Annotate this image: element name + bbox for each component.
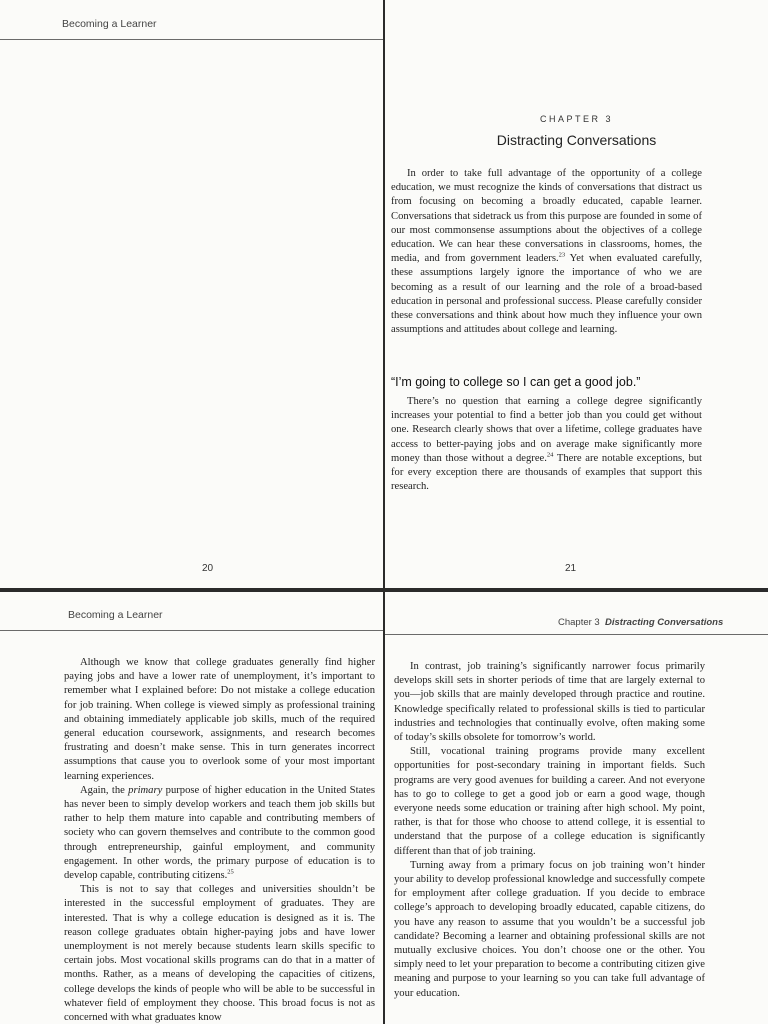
intro-paragraph-cont: Yet when evaluated carefully, these assumptions largely ignore the importance of who we are becoming as a result of our learning and the role of a broad-based education in personal and professional success. Please carefully consider these conversations and think about how much they influence your own assumptions and attitudes about college and learning. [391, 253, 702, 336]
body-text [64, 656, 375, 1024]
running-head: Becoming a Learner [62, 18, 157, 30]
page-21 [385, 0, 768, 588]
page-22 [0, 592, 383, 1024]
page-number: 20 [202, 563, 214, 574]
paragraph-text: purpose of higher education in the United States has never been to simply develop workers and teach them job skills but rather to help them mature into capable and contributing members of society who can govern themselves and contribute to the common good through entrepreneurship, gainful employment, and community engagement. In other words, the primary purpose of education is to develop capable, contributing citizens. [64, 784, 375, 882]
section-paragraph-text: There’s no question that earning a college degree significantly increases your potential to find a better job than you could get without one. Research clearly shows that over a lifetime, college graduates have access to better-paying jobs and on average make significantly more money than those without a degree. [391, 396, 702, 464]
running-head [558, 617, 723, 628]
page-23 [385, 592, 768, 1024]
section-heading: “I’m going to college so I can get a good job.” [391, 375, 641, 389]
header-rule [0, 630, 383, 631]
running-head-chapter: Chapter 3 [558, 617, 600, 628]
intro-paragraph [391, 167, 702, 337]
header-rule [385, 634, 768, 635]
chapter-label: CHAPTER 3 [539, 114, 613, 124]
chapter-title: Distracting Conversations [496, 132, 657, 148]
running-head-title: Distracting Conversations [605, 617, 724, 628]
footnote-ref: 23 [558, 251, 566, 259]
page-20 [0, 0, 383, 588]
running-head: Becoming a Learner [68, 609, 163, 621]
section-paragraph-cont: There are notable exceptions, but for every exception there are thousands of examples that support this research. [391, 452, 703, 493]
paragraph: Although we know that college graduates generally find higher paying jobs and have a lower rate of unemployment, it’s important to remember what I explained before: Do not mistake a college education for job training. When college is viewed simply as professional training and obtaining immediately applicable job skills, much of the required general education coursework, assignments, and research becomes frustrating and doesn’t make sense. This in turn generates incorrect assumptions that cause you to overlook some of your most important learning experiences. [64, 657, 375, 782]
section-text [391, 395, 702, 494]
page-number: 21 [565, 563, 577, 574]
paragraph: In contrast, job training’s significantly narrower focus primarily develops skill sets in shorter periods of time that are largely external to you—job skills that are mainly developed through practice and routine. Knowledge specifically related to professional skills is tied to particular industries and technologies that continually evolve, often making some of today’s skills obsolete for tomorrow’s world. [394, 661, 705, 744]
header-rule [0, 39, 383, 40]
emphasis: primary [128, 784, 163, 796]
paragraph: Turning away from a primary focus on job training won’t hinder your ability to develop professional knowledge and successfully compete for employment after college graduation. If you decide to embrace college’s approach to developing broadly educated, capable citizens, do you have any reason to assume that you wouldn’t be a successful job candidate? Becoming a learner and obtaining professional skills are not mutually exclusive choices. You don’t choose one or the other. You simply need to let your preparation to become a contributing citizen give meaning and purpose to your learning so you can take full advantage of your education. [394, 859, 705, 999]
section-paragraph [391, 395, 702, 494]
intro-paragraph-text: In order to take full advantage of the opportunity of a college education, we must recognize the kinds of conversations that distract us from focusing on becoming a broadly educated, capable learner. Conversations that sidetrack us from this purpose are founded in some of our most commonsense assumptions about the objectives of a college education. We can hear these conversations in classrooms, homes, the media, and from government leaders. [391, 168, 702, 265]
paragraph: This is not to say that colleges and universities shouldn’t be interested in the successful employment of graduates. They are interested. That is why a college education is designed as it is. The reason college graduates obtain higher-paying jobs and have lower unemployment is not merely because students learn skills specific to certain jobs. Most vocational skills programs can do that in a matter of months. Rather, as a means of developing the capacities of citizens, college develops the kinds of people who will be able to be successful in whatever field of employment they choose. This broad focus is not as concerned with what graduates know [64, 884, 375, 1024]
body-text [394, 660, 705, 1001]
intro-text [391, 167, 702, 337]
footnote-ref: 25 [227, 868, 234, 876]
paragraph-text: Again, the [80, 784, 129, 796]
paragraph: Still, vocational training programs provide many excellent opportunities for post-secondary training in important fields. Such programs are very good avenues for building a career. And not everyone has to go to college to get a good job or earn a good wage, though everyone needs some education or training after high school. My point, rather, is that for those who choose to attend college, it is essential to understand that the purpose of a college education is significantly different than that of job training. [394, 746, 705, 857]
paragraph [64, 784, 375, 883]
footnote-ref: 24 [546, 451, 554, 459]
